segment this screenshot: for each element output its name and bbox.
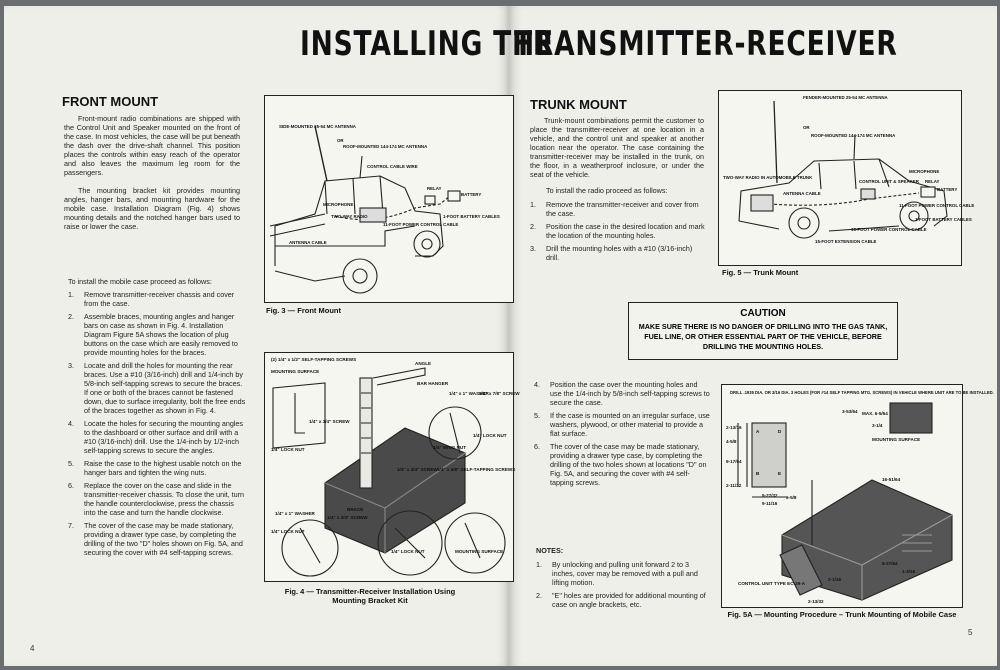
fig5a-label-d9: 2-1/16 [828,577,842,582]
list-item [68,361,246,415]
fig5a-label-d7: 16-51/64 [882,477,901,482]
fig5-label-fender: FENDER-MOUNTED 25-54 MC ANTENNA [803,95,888,100]
fig4-bracket-diagram [264,352,520,582]
front-mount-intro: To install the mobile case proceed as follows: [68,277,212,286]
fig5-label-two-way: TWO-WAY RADIO IN AUTOMOBILE TRUNK [723,175,813,180]
bracket-kit-illustration [265,353,520,581]
fig3-label-antenna-cable: ANTENNA CABLE [289,240,327,245]
fig4-label-brace: BRACE [347,507,364,512]
page-number-left: 4 [30,644,35,653]
fig5-caption: Fig. 5 — Trunk Mount [722,268,799,277]
list-item-text: By unlocking and pulling unit forward 2 to 3 inches, cover may be removed with a pull and lifting motion. [552,560,698,587]
list-item-number: 5. [68,459,74,468]
fig5a-label-hole-a: A [756,429,760,434]
list-item-text: Replace the cover on the case and slide in the transmitter-receiver chassis. To close the unit, turn the handle counterclockwise, press the chassis into the case and turn the handle clockwise. [84,481,245,517]
front-mount-heading: FRONT MOUNT [62,94,159,109]
list-item [530,200,706,218]
fig5a-label-d5: 5-27/32 [762,493,778,498]
fig5-label-antenna-cable: ANTENNA CABLE [783,191,821,196]
fig3-front-mount-diagram [264,95,514,303]
list-item-text: Remove transmitter-receiver chassis and cover from the case. [84,290,235,308]
list-item-text: Remove the transmitter-receiver and cover from the case. [546,200,699,218]
fig4-label-angle: ANGLE [415,361,432,366]
list-item-number: 2. [530,222,536,231]
list-item-number: 2. [68,312,74,321]
list-item-number: 1. [536,560,542,569]
list-item-text: Position the case in the desired location and mark the location of the mounting holes. [546,222,705,240]
fig5a-label-hole-d: D [778,429,782,434]
fig3-label-two-way: TWO-WAY RADIO [331,214,368,219]
notes-heading: NOTES: [536,546,564,555]
fig4-label-bar-hanger: BAR HANGER [417,381,449,386]
fig5a-mounting-procedure-diagram [721,384,994,608]
fig5-label-control-unit: CONTROL UNIT & SPEAKER [859,179,919,184]
list-item-text: Locate and drill the holes for mounting the rear braces. Use a #10 (3/16-inch) drill and 1/4-inch by 5/8-inch self-tapping screws to secure the braces. If one or both of the braces cannot be fastened down, due to surface irregularity, bolt the free ends of the braces together as shown in Fig. 4. [84,361,246,415]
fig3-label-power-cable: 11-FOOT POWER CONTROL CABLE [383,222,459,227]
fig5-label-relay: RELAY [925,179,940,184]
fig5-trunk-mount-diagram [718,90,975,266]
fig4-label-mounting-surface2: MOUNTING SURFACE [455,549,504,554]
caution-heading: CAUTION [740,308,786,319]
fig5a-label-max: MAX. 6-5/64 [862,411,888,416]
fig4-label-screw78: 1/4" x 7/8" SCREW [479,391,520,396]
list-item [530,222,706,240]
list-item [68,290,246,308]
list-item [68,312,246,357]
list-item-number: 7. [68,521,74,530]
fig3-label-or: OR [337,138,344,143]
trunk-mount-intro: To install the radio proceed as follows: [546,186,668,195]
fig4-label-screws: (2) 1/4" x 1/2" SELF-TAPPING SCREWS [271,357,357,362]
page-title-right: TRANSMITTER-RECEIVER [514,24,898,64]
list-item [536,560,708,587]
fig5a-label-drill-note: DRILL .1935 DIA. OR 3/16 DIA. 3 HOLES (FOR #14 SELF TAPPING MTG. SCREWS) IN VEHICLE WHERE UNIT ARE TO BE INSTALLED. [730,390,994,395]
list-item [68,419,246,455]
fig3-label-battery-cables: 1-FOOT BATTERY CABLES [443,214,500,219]
list-item-number: 1. [530,200,536,209]
fig5-label-microphone: MICROPHONE [909,169,940,174]
list-item [68,481,246,517]
fig5a-label-mounting-surface: MOUNTING SURFACE [872,437,921,442]
fig5-label-battery: BATTERY [937,187,958,192]
fig4-label-self-tap: 1/4" x 5/8" SELF-TAPPING SCREWS [437,467,516,472]
fig5a-label-d3: 9-17/64 [726,459,742,464]
page-title-left: INSTALLING THE [300,24,554,64]
fig3-label-relay: RELAY [427,186,442,191]
fig3-label-control-cable: CONTROL CABLE WIRE [367,164,418,169]
page-number-right: 5 [968,628,973,637]
caution-box [628,302,898,360]
list-item-text: Assemble braces, mounting angles and hanger bars on case as shown in Fig. 4. Installation Diagram Figure 5A shows the location of plug buttons on the case which are easily removed to provide mounting holes for the braces. [84,312,238,357]
fig4-label-screw34c: 1/4" x 3/4" SCREW [327,515,368,520]
notes-list [536,560,708,613]
fig3-label-side-antenna: SIDE-MOUNTED 25-54 MC ANTENNA [279,124,356,129]
list-item [530,244,706,262]
list-item-number: 4. [534,380,540,389]
list-item-text: Position the case over the mounting holes and use the 1/4-inch by 5/8-inch self-tapping screws to secure the case. [550,380,710,407]
fig3-label-roof-antenna: ROOF-MOUNTED 144-174 MC ANTENNA [343,144,428,149]
car-illustration [719,91,975,265]
fig5a-label-hole-b: B [756,471,760,476]
fig4-label-lock-nut: 1/4" LOCK NUT [271,447,305,452]
list-item-number: 6. [534,442,540,451]
fig5a-label-control-unit: CONTROL UNIT TYPE EC-29-A [738,581,806,586]
fig4-label-wing-nut: 1/4" WING NUT [433,445,467,450]
list-item-text: "E" holes are provided for additional mounting of case on angle brackets, etc. [552,591,706,609]
fig5-label-roof: ROOF-MOUNTED 144-174 MC ANTENNA [811,133,896,138]
fig3-caption: Fig. 3 — Front Mount [266,306,341,315]
fig5a-caption: Fig. 5A — Mounting Procedure – Trunk Mounting of Mobile Case [727,610,957,619]
fig4-label-washer2: 1/4" x 1" WASHER [275,511,315,516]
trunk-mount-steps-continued [534,380,710,491]
list-item-text: Locate the holes for securing the mounting angles to the dashboard or other surface and drill with a #10 (3/16-inch) drill. Use the 1/4-inch by 1/2-inch self-tapping screws to secure the angles. [84,419,244,455]
fig5a-label-d10: 2-13/32 [808,599,824,604]
list-item-number: 4. [68,419,74,428]
trunk-mount-steps [530,200,706,266]
list-item-number: 6. [68,481,74,490]
fig4-label-lock-nut-right: 1/4" LOCK NUT [473,433,507,438]
front-mount-para1: Front-mount radio combinations are shipped with the Control Unit and Speaker mounted on the front of the case. In most vehicles, the case will be put beneath the dash over the drive-shaft channel. This position places the controls within easy reach of the operator and also leaves the maximum leg room for the passengers. [64,114,240,177]
mobile-case-illustration [722,385,994,607]
fig5a-label-d1: 2-13/16 [726,425,742,430]
fig5a-label-hole-e: E [778,471,782,476]
caution-text: MAKE SURE THERE IS NO DANGER OF DRILLING INTO THE GAS TANK, FUEL LINE, OR OTHER ESSENTIAL PART OF THE VEHICLE, BEFORE DRILLING THE MOUNTING HOLES. [638,322,888,351]
fig5a-label-d12: 3-1/4 [872,423,883,428]
front-mount-steps [68,290,246,561]
fig5-label-ext-cable: 15-FOOT EXTENSION CABLE [815,239,877,244]
fig5a-label-d8: 6-5/8 [786,495,797,500]
list-item [68,459,246,477]
list-item-text: The cover of the case may be made stationary, providing a drawer type case, by completing the drilling of the two holes shown at locations "D" on Fig. 5A, and securing the cover with #4 self-tapping screws. [550,442,707,487]
fig4-label-washer: 1/4" x 1" WASHER [449,391,489,396]
fig3-label-microphone: MICROPHONE [323,202,354,207]
fig4-label-mounting-surface: MOUNTING SURFACE [271,369,320,374]
list-item-number: 1. [68,290,74,299]
trunk-mount-heading: TRUNK MOUNT [530,97,627,112]
fig5a-label-d14: 1-3/16 [902,569,916,574]
fig5-label-or: OR [803,125,810,130]
list-item-number: 3. [68,361,74,370]
front-mount-para2: The mounting bracket kit provides mounting angles, hanger bars, and mounting hardware for the mobile case. Installation Diagram (Fig. 4) shows mounting details and the notched hanger bars used to raise or lower the case. [64,186,240,231]
list-item-number: 2. [536,591,542,600]
fig5a-label-d2: 4-5/8 [726,439,737,444]
list-item [534,380,710,407]
list-item-text: The cover of the case may be made stationary, providing a drawer type case, by completing the drilling of the two "D" holes shown on Fig. 5A, and securing the cover with #4 self-tapping screws. [84,521,243,557]
fig4-label-screw34: 1/4" x 3/4" SCREW [309,419,350,424]
list-item-text: If the case is mounted on an irregular surface, use washers, plywood, or other material to provide a flat surface. [550,411,710,438]
fig5a-label-d13: 5-27/64 [882,561,898,566]
fig4-caption: Fig. 4 — Transmitter-Receiver Installation Using Mounting Bracket Kit [284,587,456,605]
fig5-label-power-cable: 11-FOOT POWER CONTROL CABLE [899,203,975,208]
list-item [534,411,710,438]
fig4-label-lock-nut2: 1/4" LOCK NUT [271,529,305,534]
fig5a-label-d4: 2-11/32 [726,483,742,488]
list-item-text: Drill the mounting holes with a #10 (3/16-inch) drill. [546,244,693,262]
list-item [536,591,708,609]
fig3-label-battery: BATTERY [461,192,482,197]
fig5a-label-d6: 9-11/16 [762,501,778,506]
list-item-text: Raise the case to the highest usable notch on the hanger bars and tighten the wing nuts. [84,459,242,477]
list-item [534,442,710,487]
fig4-label-lock-nut3: 1/4" LOCK NUT [391,549,425,554]
list-item-number: 5. [534,411,540,420]
truck-illustration [265,96,513,302]
fig5-label-power-control: 15-FOOT POWER CONTROL CABLE [851,227,927,232]
trunk-mount-para1: Trunk-mount combinations permit the customer to place the transmitter-receiver at one location in a vehicle, and the control unit and speaker at another location near the operator. The case containing the transmitter-receiver may be installed in the trunk, on the floor, in a weatherproof inclosure, or under the seat of the vehicle. [530,116,704,179]
list-item-number: 3. [530,244,536,253]
fig5-label-battery-cables: 1-FOOT BATTERY CABLES [915,217,972,222]
list-item [68,521,246,557]
fig4-label-screw34b: 1/4" x 3/4" SCREW [397,467,438,472]
fig5a-label-d11: 3-53/64 [842,409,858,414]
